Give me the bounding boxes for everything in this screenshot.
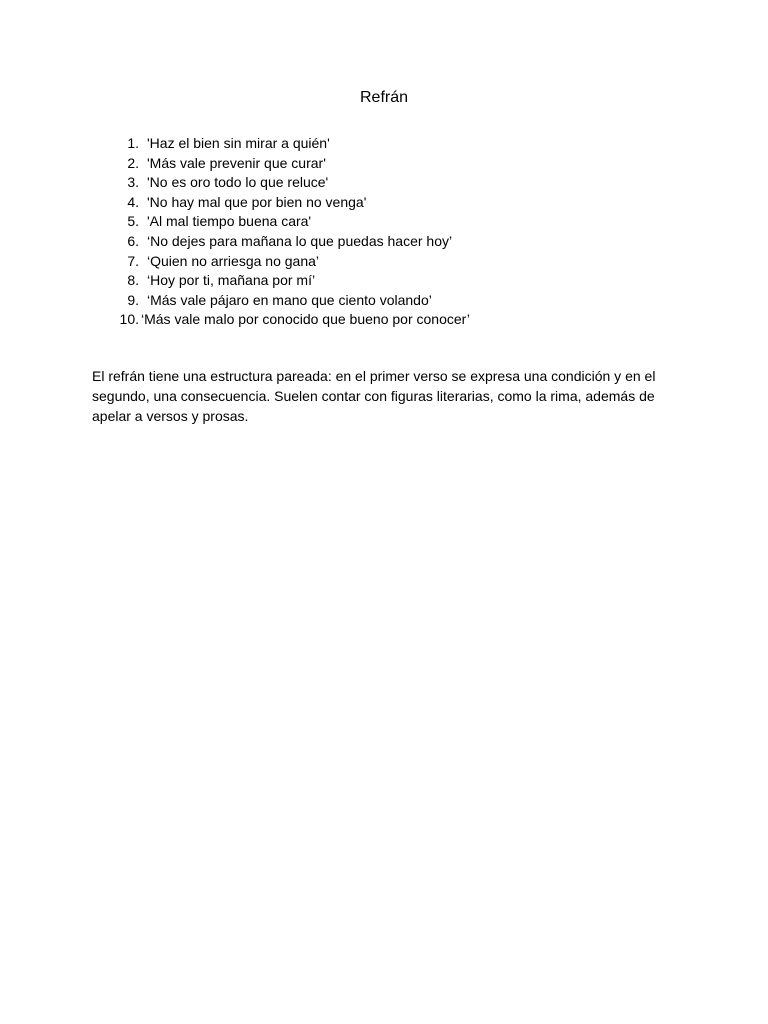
list-item-number: 7. <box>127 252 139 269</box>
list-item-text: 'Al mal tiempo buena cara' <box>147 213 312 230</box>
list-item-text: ‘Hoy por ti, mañana por mí’ <box>147 272 316 289</box>
list-item-text: ‘Más vale pájaro en mano que ciento volando’ <box>147 291 432 308</box>
list-item-text: 'No hay mal que por bien no venga' <box>147 193 367 210</box>
list-item <box>112 193 672 213</box>
list-item-text: 'Más vale prevenir que curar' <box>147 154 326 171</box>
list-item <box>112 291 672 311</box>
proverb-list <box>112 134 672 330</box>
list-item <box>112 252 672 272</box>
page-title: Refrán <box>359 89 409 106</box>
list-item-text: 'No es oro todo lo que reluce' <box>147 174 329 191</box>
list-item-number: 2. <box>127 154 139 171</box>
list-item-number: 6. <box>127 232 139 249</box>
list-item-text: ‘Quien no arriesga no gana’ <box>147 252 320 269</box>
list-item-number: 3. <box>127 174 139 191</box>
list-item-text: ‘Más vale malo por conocido que bueno por conocer’ <box>141 311 470 328</box>
list-item-text: 'Haz el bien sin mirar a quién' <box>147 135 330 151</box>
list-item <box>112 154 672 174</box>
list-item-number: 8. <box>127 272 139 289</box>
body-paragraph: El refrán tiene una estructura pareada: en el primer verso se expresa una condición y en el segundo, una consecuencia. Suelen contar con figuras literarias, como la rima, además de apelar a versos y prosas. <box>92 368 656 424</box>
list-item <box>112 134 672 154</box>
list-item <box>112 310 672 330</box>
list-item <box>112 271 672 291</box>
list-item-number: 10. <box>119 311 139 328</box>
list-item <box>112 173 672 193</box>
list-item-number: 1. <box>127 135 139 151</box>
list-item <box>112 232 672 252</box>
list-item <box>112 212 672 232</box>
list-item-number: 5. <box>127 213 139 230</box>
list-item-text: ‘No dejes para mañana lo que puedas hacer hoy’ <box>147 232 453 249</box>
list-item-number: 4. <box>127 193 139 210</box>
list-item-number: 9. <box>127 291 139 308</box>
